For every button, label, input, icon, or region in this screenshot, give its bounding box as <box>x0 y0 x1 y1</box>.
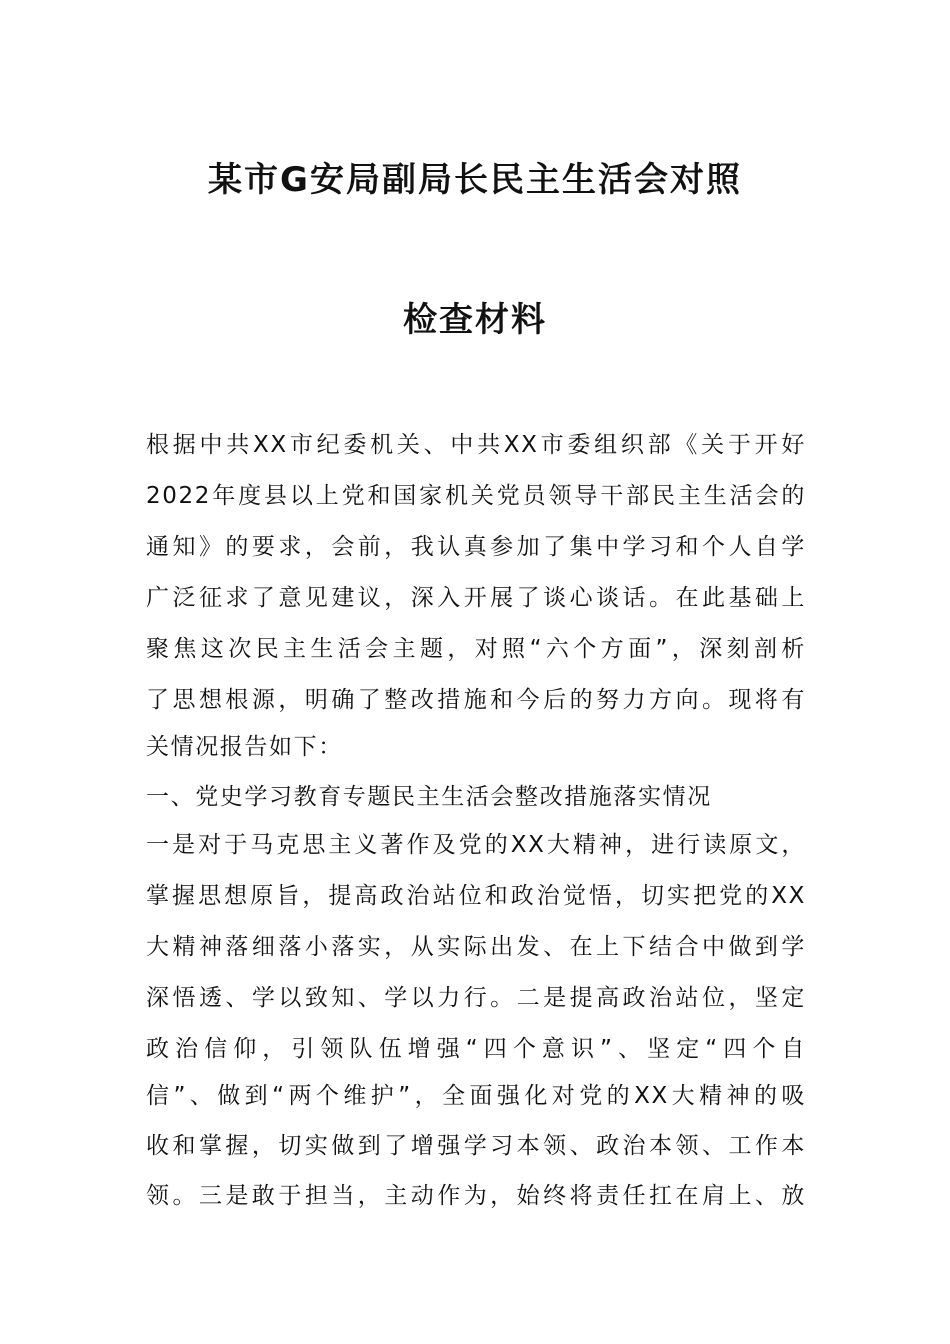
body-line: 掌握思想原旨，提高政治站位和政治觉悟，切实把党的XX <box>146 883 806 909</box>
body-line: 聚焦这次民主生活会主题，对照“六个方面”，深刻剖析 <box>146 636 806 662</box>
body-line: 一是对于马克思主义著作及党的XX大精神，进行读原文， <box>146 832 806 858</box>
body-line: 大精神落细落小落实，从实际出发、在上下结合中做到学 <box>146 934 806 960</box>
body-line: 政治信仰，引领队伍增强“四个意识”、坚定“四个自 <box>146 1036 806 1062</box>
body-line: 深悟透、学以致知、学以力行。二是提高政治站位，坚定 <box>146 985 806 1011</box>
body-line: 信”、做到“两个维护”，全面强化对党的XX大精神的吸 <box>146 1083 806 1109</box>
body-line: 广泛征求了意见建议，深入开展了谈心谈话。在此基础上 <box>146 585 806 611</box>
body-line: 了思想根源，明确了整改措施和今后的努力方向。现将有 <box>146 687 806 713</box>
body-line: 收和掌握，切实做到了增强学习本领、政治本领、工作本 <box>146 1133 806 1159</box>
body-line: 根据中共XX市纪委机关、中共XX市委组织部《关于开好 <box>146 432 806 458</box>
body-line: 关情况报告如下： <box>146 734 343 760</box>
document-title-line-2: 检查材料 <box>403 300 547 340</box>
document-title-line-1: 某市G安局副局长民主生活会对照 <box>208 160 742 200</box>
body-line: 领。三是敢于担当，主动作为，始终将责任扛在肩上、放 <box>146 1183 806 1209</box>
body-line: 2022年度县以上党和国家机关党员领导干部民主生活会的 <box>146 483 806 509</box>
section-heading: 一、党史学习教育专题民主生活会整改措施落实情况 <box>146 784 712 810</box>
body-line: 通知》的要求，会前，我认真参加了集中学习和个人自学 <box>146 534 806 560</box>
